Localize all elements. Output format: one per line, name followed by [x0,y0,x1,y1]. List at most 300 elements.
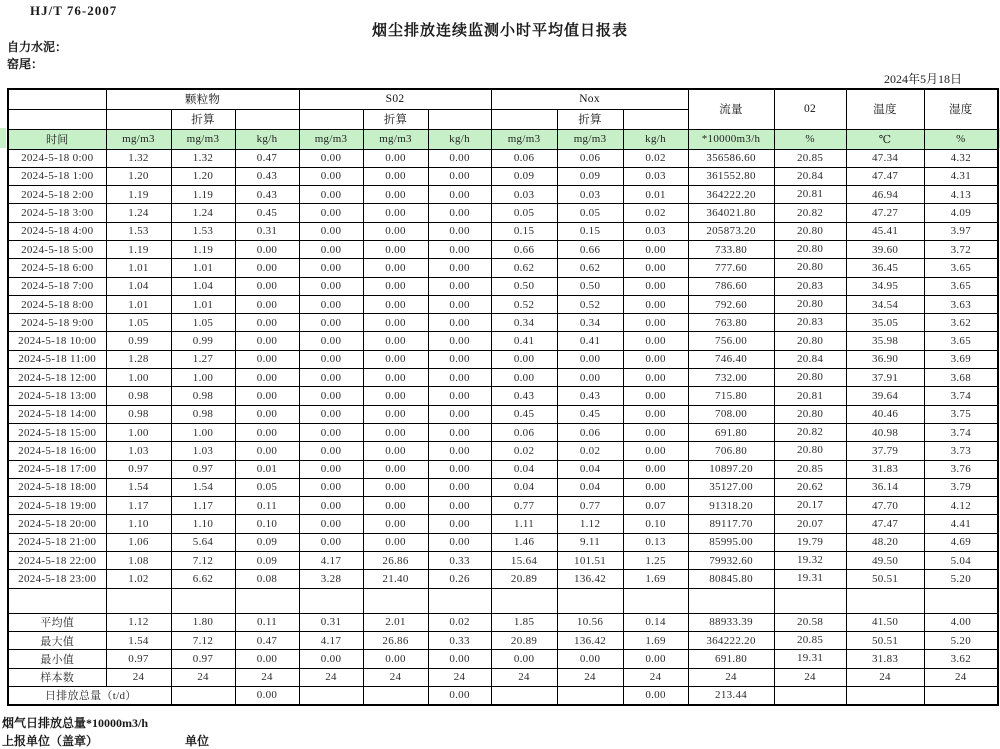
value-cell: 20.83 [774,277,846,295]
value-cell: 0.13 [623,533,688,551]
unit-cell: % [924,129,998,149]
unit-cell: kg/h [623,129,688,149]
daily-total-value-cell [491,686,557,705]
value-cell: 0.00 [428,259,491,277]
company-name: 自力水泥： [7,40,68,54]
spacer-row [8,588,998,613]
value-cell: 0.50 [491,277,557,295]
summary-value-cell: 4.17 [299,631,363,649]
summary-value-cell: 0.14 [623,613,688,631]
value-cell: 20.62 [774,478,846,496]
value-cell: 0.00 [235,442,299,460]
value-cell: 91318.20 [688,497,774,515]
value-cell: 0.31 [235,222,299,240]
value-cell: 0.00 [299,149,363,167]
value-cell: 0.43 [235,186,299,204]
value-cell: 4.17 [299,552,363,570]
value-cell: 40.98 [846,423,924,441]
time-cell: 2024-5-18 21:00 [8,533,106,551]
summary-value-cell: 88933.39 [688,613,774,631]
value-cell: 0.99 [106,332,171,350]
time-column-header: 时间 [8,129,106,149]
value-cell: 205873.20 [688,222,774,240]
value-cell: 0.00 [623,295,688,313]
value-cell: 4.69 [924,533,998,551]
value-cell: 19.31 [774,570,846,588]
value-cell: 0.47 [235,149,299,167]
value-cell: 0.00 [235,405,299,423]
unit-cell: mg/m3 [171,129,235,149]
value-cell: 0.00 [428,423,491,441]
value-cell: 792.60 [688,295,774,313]
value-cell: 0.00 [491,369,557,387]
value-cell: 0.00 [235,332,299,350]
value-cell: 0.00 [428,332,491,350]
value-cell: 0.15 [491,222,557,240]
value-cell: 0.06 [491,149,557,167]
value-cell: 0.00 [363,387,428,405]
summary-value-cell: 3.62 [924,650,998,668]
value-cell: 0.00 [428,478,491,496]
value-cell: 0.00 [363,259,428,277]
value-cell: 0.62 [557,259,623,277]
value-cell: 0.02 [623,149,688,167]
hour-row [8,497,998,515]
value-cell: 0.00 [428,460,491,478]
value-cell: 0.00 [299,533,363,551]
time-cell: 2024-5-18 13:00 [8,387,106,405]
value-cell: 356586.60 [688,149,774,167]
value-cell: 0.00 [363,350,428,368]
value-cell: 0.04 [557,478,623,496]
value-cell: 0.00 [235,259,299,277]
unit-cell: *10000m3/h [688,129,774,149]
value-cell: 3.72 [924,240,998,258]
empty-cell [688,588,774,613]
hour-row [8,204,998,222]
summary-value-cell: 24 [106,668,171,686]
value-cell: 0.00 [428,442,491,460]
value-cell: 0.00 [299,332,363,350]
value-cell: 0.03 [623,222,688,240]
value-cell: 0.00 [428,295,491,313]
value-cell: 4.41 [924,515,998,533]
value-cell: 20.85 [774,460,846,478]
value-cell: 0.05 [235,478,299,496]
value-cell: 708.00 [688,405,774,423]
value-cell: 0.00 [299,478,363,496]
group-header-row [8,89,998,109]
value-cell: 1.06 [106,533,171,551]
value-cell: 47.34 [846,149,924,167]
value-cell: 39.64 [846,387,924,405]
value-cell: 0.04 [491,460,557,478]
value-cell: 3.62 [924,314,998,332]
empty-cell [924,588,998,613]
summary-value-cell: 0.33 [428,631,491,649]
value-cell: 7.12 [171,552,235,570]
value-cell: 0.10 [235,515,299,533]
value-cell: 0.00 [235,277,299,295]
value-cell: 19.32 [774,552,846,570]
standard-code: HJ/T 76-2007 [30,3,118,18]
summary-value-cell: 24 [363,668,428,686]
summary-value-cell: 24 [846,668,924,686]
hour-row [8,405,998,423]
value-cell: 0.77 [557,497,623,515]
value-cell: 20.80 [774,332,846,350]
value-cell: 0.98 [106,405,171,423]
summary-value-cell: 691.80 [688,650,774,668]
unit-cell: kg/h [428,129,491,149]
value-cell: 3.79 [924,478,998,496]
value-cell: 5.20 [924,570,998,588]
daily-total-value-cell [557,686,623,705]
value-cell: 715.80 [688,387,774,405]
value-cell: 47.27 [846,204,924,222]
value-cell: 0.00 [428,314,491,332]
value-cell: 0.00 [428,240,491,258]
value-cell: 4.32 [924,149,998,167]
blank-cell [428,109,491,129]
summary-label: 最小值 [8,650,106,668]
value-cell: 0.00 [299,460,363,478]
footer-signature-line [2,732,402,749]
value-cell: 0.00 [363,405,428,423]
summary-value-cell: 1.69 [623,631,688,649]
value-cell: 1.28 [106,350,171,368]
value-cell: 1.01 [106,259,171,277]
time-cell: 2024-5-18 17:00 [8,460,106,478]
value-cell: 0.00 [428,149,491,167]
hour-row [8,460,998,478]
value-cell: 80845.80 [688,570,774,588]
value-cell: 1.08 [106,552,171,570]
value-cell: 3.74 [924,387,998,405]
value-cell: 20.84 [774,167,846,185]
converted-label-so2: 折算 [363,109,428,129]
value-cell: 756.00 [688,332,774,350]
summary-value-cell: 26.86 [363,631,428,649]
value-cell: 0.33 [428,552,491,570]
value-cell: 20.80 [774,259,846,277]
value-cell: 0.00 [299,369,363,387]
value-cell: 47.70 [846,497,924,515]
value-cell: 0.00 [235,423,299,441]
value-cell: 0.00 [235,369,299,387]
value-cell: 0.00 [428,369,491,387]
time-cell: 2024-5-18 14:00 [8,405,106,423]
page-title: 烟尘排放连续监测小时平均值日报表 [371,23,628,39]
value-cell: 4.09 [924,204,998,222]
summary-value-cell: 1.12 [106,613,171,631]
value-cell: 0.15 [557,222,623,240]
value-cell: 1.24 [106,204,171,222]
value-cell: 40.46 [846,405,924,423]
value-cell: 364222.20 [688,186,774,204]
value-cell: 0.00 [557,350,623,368]
value-cell: 1.54 [106,478,171,496]
value-cell: 691.80 [688,423,774,441]
value-cell: 3.68 [924,369,998,387]
value-cell: 0.00 [428,277,491,295]
value-cell: 1.32 [106,149,171,167]
value-cell: 1.00 [171,369,235,387]
unit-cell: % [774,129,846,149]
value-cell: 85995.00 [688,533,774,551]
value-cell: 47.47 [846,515,924,533]
daily-total-value-cell [924,686,998,705]
value-cell: 9.11 [557,533,623,551]
daily-total-label: 日排放总量（t/d） [8,686,171,705]
hour-row [8,222,998,240]
value-cell: 0.00 [363,167,428,185]
value-cell: 0.00 [235,314,299,332]
value-cell: 35.05 [846,314,924,332]
value-cell: 0.00 [623,460,688,478]
value-cell: 0.00 [299,240,363,258]
converted-label-nox: 折算 [557,109,623,129]
value-cell: 0.00 [363,222,428,240]
value-cell: 1.00 [106,423,171,441]
value-cell: 1.05 [171,314,235,332]
value-cell: 0.05 [491,204,557,222]
unit-cell: mg/m3 [363,129,428,149]
value-cell: 0.00 [299,314,363,332]
value-cell: 0.00 [363,460,428,478]
value-cell: 0.00 [428,497,491,515]
value-cell: 0.00 [428,167,491,185]
value-cell: 1.19 [171,240,235,258]
value-cell: 0.45 [235,204,299,222]
value-cell: 0.43 [235,167,299,185]
value-cell: 5.04 [924,552,998,570]
value-cell: 37.79 [846,442,924,460]
time-cell: 2024-5-18 1:00 [8,167,106,185]
value-cell: 0.09 [491,167,557,185]
value-cell: 0.00 [623,240,688,258]
value-cell: 21.40 [363,570,428,588]
value-cell: 1.19 [171,186,235,204]
summary-value-cell: 4.00 [924,613,998,631]
summary-value-cell: 1.54 [106,631,171,649]
value-cell: 0.02 [557,442,623,460]
time-cell: 2024-5-18 15:00 [8,423,106,441]
value-cell: 0.09 [235,533,299,551]
value-cell: 706.80 [688,442,774,460]
value-cell: 0.04 [491,478,557,496]
value-cell: 746.40 [688,350,774,368]
daily-total-value-cell: 0.00 [235,686,299,705]
time-cell: 2024-5-18 16:00 [8,442,106,460]
value-cell: 0.00 [363,478,428,496]
value-cell: 1.20 [106,167,171,185]
summary-value-cell: 7.12 [171,631,235,649]
summary-label: 样本数 [8,668,106,686]
value-cell: 0.00 [299,423,363,441]
summary-value-cell: 0.00 [235,650,299,668]
summary-value-cell: 20.89 [491,631,557,649]
value-cell: 45.41 [846,222,924,240]
value-cell: 763.80 [688,314,774,332]
value-cell: 0.00 [299,222,363,240]
group-so2: S02 [299,89,491,109]
unit-cell: mg/m3 [557,129,623,149]
value-cell: 0.00 [363,515,428,533]
blank-cell [623,109,688,129]
value-cell: 1.02 [106,570,171,588]
value-cell: 1.32 [171,149,235,167]
summary-value-cell: 19.31 [774,650,846,668]
value-cell: 0.00 [299,167,363,185]
value-cell: 0.00 [363,277,428,295]
empty-cell [846,588,924,613]
value-cell: 3.74 [924,423,998,441]
value-cell: 0.06 [557,149,623,167]
value-cell: 0.01 [623,186,688,204]
daily-total-value-cell: 0.00 [428,686,491,705]
value-cell: 0.41 [491,332,557,350]
time-cell: 2024-5-18 11:00 [8,350,106,368]
value-cell: 20.81 [774,186,846,204]
value-cell: 1.00 [106,369,171,387]
value-cell: 3.65 [924,332,998,350]
value-cell: 777.60 [688,259,774,277]
value-cell: 1.19 [106,240,171,258]
daily-total-value-cell: 0.00 [623,686,688,705]
header-temperature: 温度 [846,89,924,129]
value-cell: 1.27 [171,350,235,368]
time-cell: 2024-5-18 12:00 [8,369,106,387]
value-cell: 0.26 [428,570,491,588]
value-cell: 0.00 [299,497,363,515]
value-cell: 0.11 [235,497,299,515]
value-cell: 0.97 [171,460,235,478]
value-cell: 0.09 [557,167,623,185]
converted-label-particulate: 折算 [171,109,235,129]
time-cell: 2024-5-18 22:00 [8,552,106,570]
value-cell: 0.00 [623,369,688,387]
summary-value-cell: 0.47 [235,631,299,649]
hour-row [8,295,998,313]
value-cell: 20.80 [774,405,846,423]
value-cell: 35.98 [846,332,924,350]
value-cell: 20.80 [774,369,846,387]
value-cell: 0.00 [428,533,491,551]
hour-row [8,259,998,277]
summary-value-cell: 0.00 [428,650,491,668]
value-cell: 3.97 [924,222,998,240]
value-cell: 0.01 [235,460,299,478]
value-cell: 1.01 [106,295,171,313]
value-cell: 1.17 [106,497,171,515]
value-cell: 0.00 [299,277,363,295]
value-cell: 0.00 [235,350,299,368]
value-cell: 0.00 [299,186,363,204]
value-cell: 1.25 [623,552,688,570]
value-cell: 20.81 [774,387,846,405]
hour-row [8,350,998,368]
value-cell: 1.12 [557,515,623,533]
value-cell: 35127.00 [688,478,774,496]
value-cell: 79932.60 [688,552,774,570]
value-cell: 3.76 [924,460,998,478]
value-cell: 0.00 [623,314,688,332]
summary-value-cell: 20.85 [774,631,846,649]
summary-value-cell: 24 [623,668,688,686]
summary-value-cell: 0.97 [171,650,235,668]
time-cell: 2024-5-18 10:00 [8,332,106,350]
summary-value-cell: 10.56 [557,613,623,631]
value-cell: 0.00 [428,222,491,240]
summary-label: 平均值 [8,613,106,631]
value-cell: 0.00 [363,332,428,350]
blank-cell [235,109,299,129]
value-cell: 0.00 [299,515,363,533]
value-cell: 20.80 [774,240,846,258]
value-cell: 1.54 [171,478,235,496]
value-cell: 0.62 [491,259,557,277]
report-unit-label: 上报单位（盖章） [2,734,99,748]
value-cell: 0.00 [623,332,688,350]
empty-cell [623,588,688,613]
value-cell: 0.00 [235,387,299,405]
hour-row [8,167,998,185]
summary-value-cell: 24 [235,668,299,686]
summary-value-cell: 24 [557,668,623,686]
daily-total-value-cell [846,686,924,705]
hour-row [8,277,998,295]
value-cell: 3.63 [924,295,998,313]
value-cell: 0.66 [557,240,623,258]
value-cell: 0.00 [363,240,428,258]
value-cell: 4.31 [924,167,998,185]
header-o2: 02 [774,89,846,129]
value-cell: 48.20 [846,533,924,551]
value-cell: 34.95 [846,277,924,295]
value-cell: 20.80 [774,442,846,460]
value-cell: 1.69 [623,570,688,588]
units-row [8,129,998,149]
summary-value-cell: 24 [774,668,846,686]
summary-row [8,650,998,668]
empty-cell [491,588,557,613]
value-cell: 34.54 [846,295,924,313]
value-cell: 1.11 [491,515,557,533]
value-cell: 0.00 [557,369,623,387]
time-cell: 2024-5-18 2:00 [8,186,106,204]
value-cell: 1.00 [171,423,235,441]
report-date: 2024年5月18日 [883,72,962,86]
empty-cell [557,588,623,613]
value-cell: 364021.80 [688,204,774,222]
value-cell: 0.98 [106,387,171,405]
summary-value-cell: 0.31 [299,613,363,631]
value-cell: 0.99 [171,332,235,350]
value-cell: 101.51 [557,552,623,570]
summary-value-cell: 41.50 [846,613,924,631]
value-cell: 1.10 [171,515,235,533]
value-cell: 20.80 [774,222,846,240]
value-cell: 3.75 [924,405,998,423]
value-cell: 36.14 [846,478,924,496]
time-cell: 2024-5-18 6:00 [8,259,106,277]
hour-row [8,515,998,533]
footer-flow-note: 烟气日排放总量*10000m3/h [2,716,149,730]
time-cell: 2024-5-18 20:00 [8,515,106,533]
time-cell: 2024-5-18 3:00 [8,204,106,222]
value-cell: 786.60 [688,277,774,295]
